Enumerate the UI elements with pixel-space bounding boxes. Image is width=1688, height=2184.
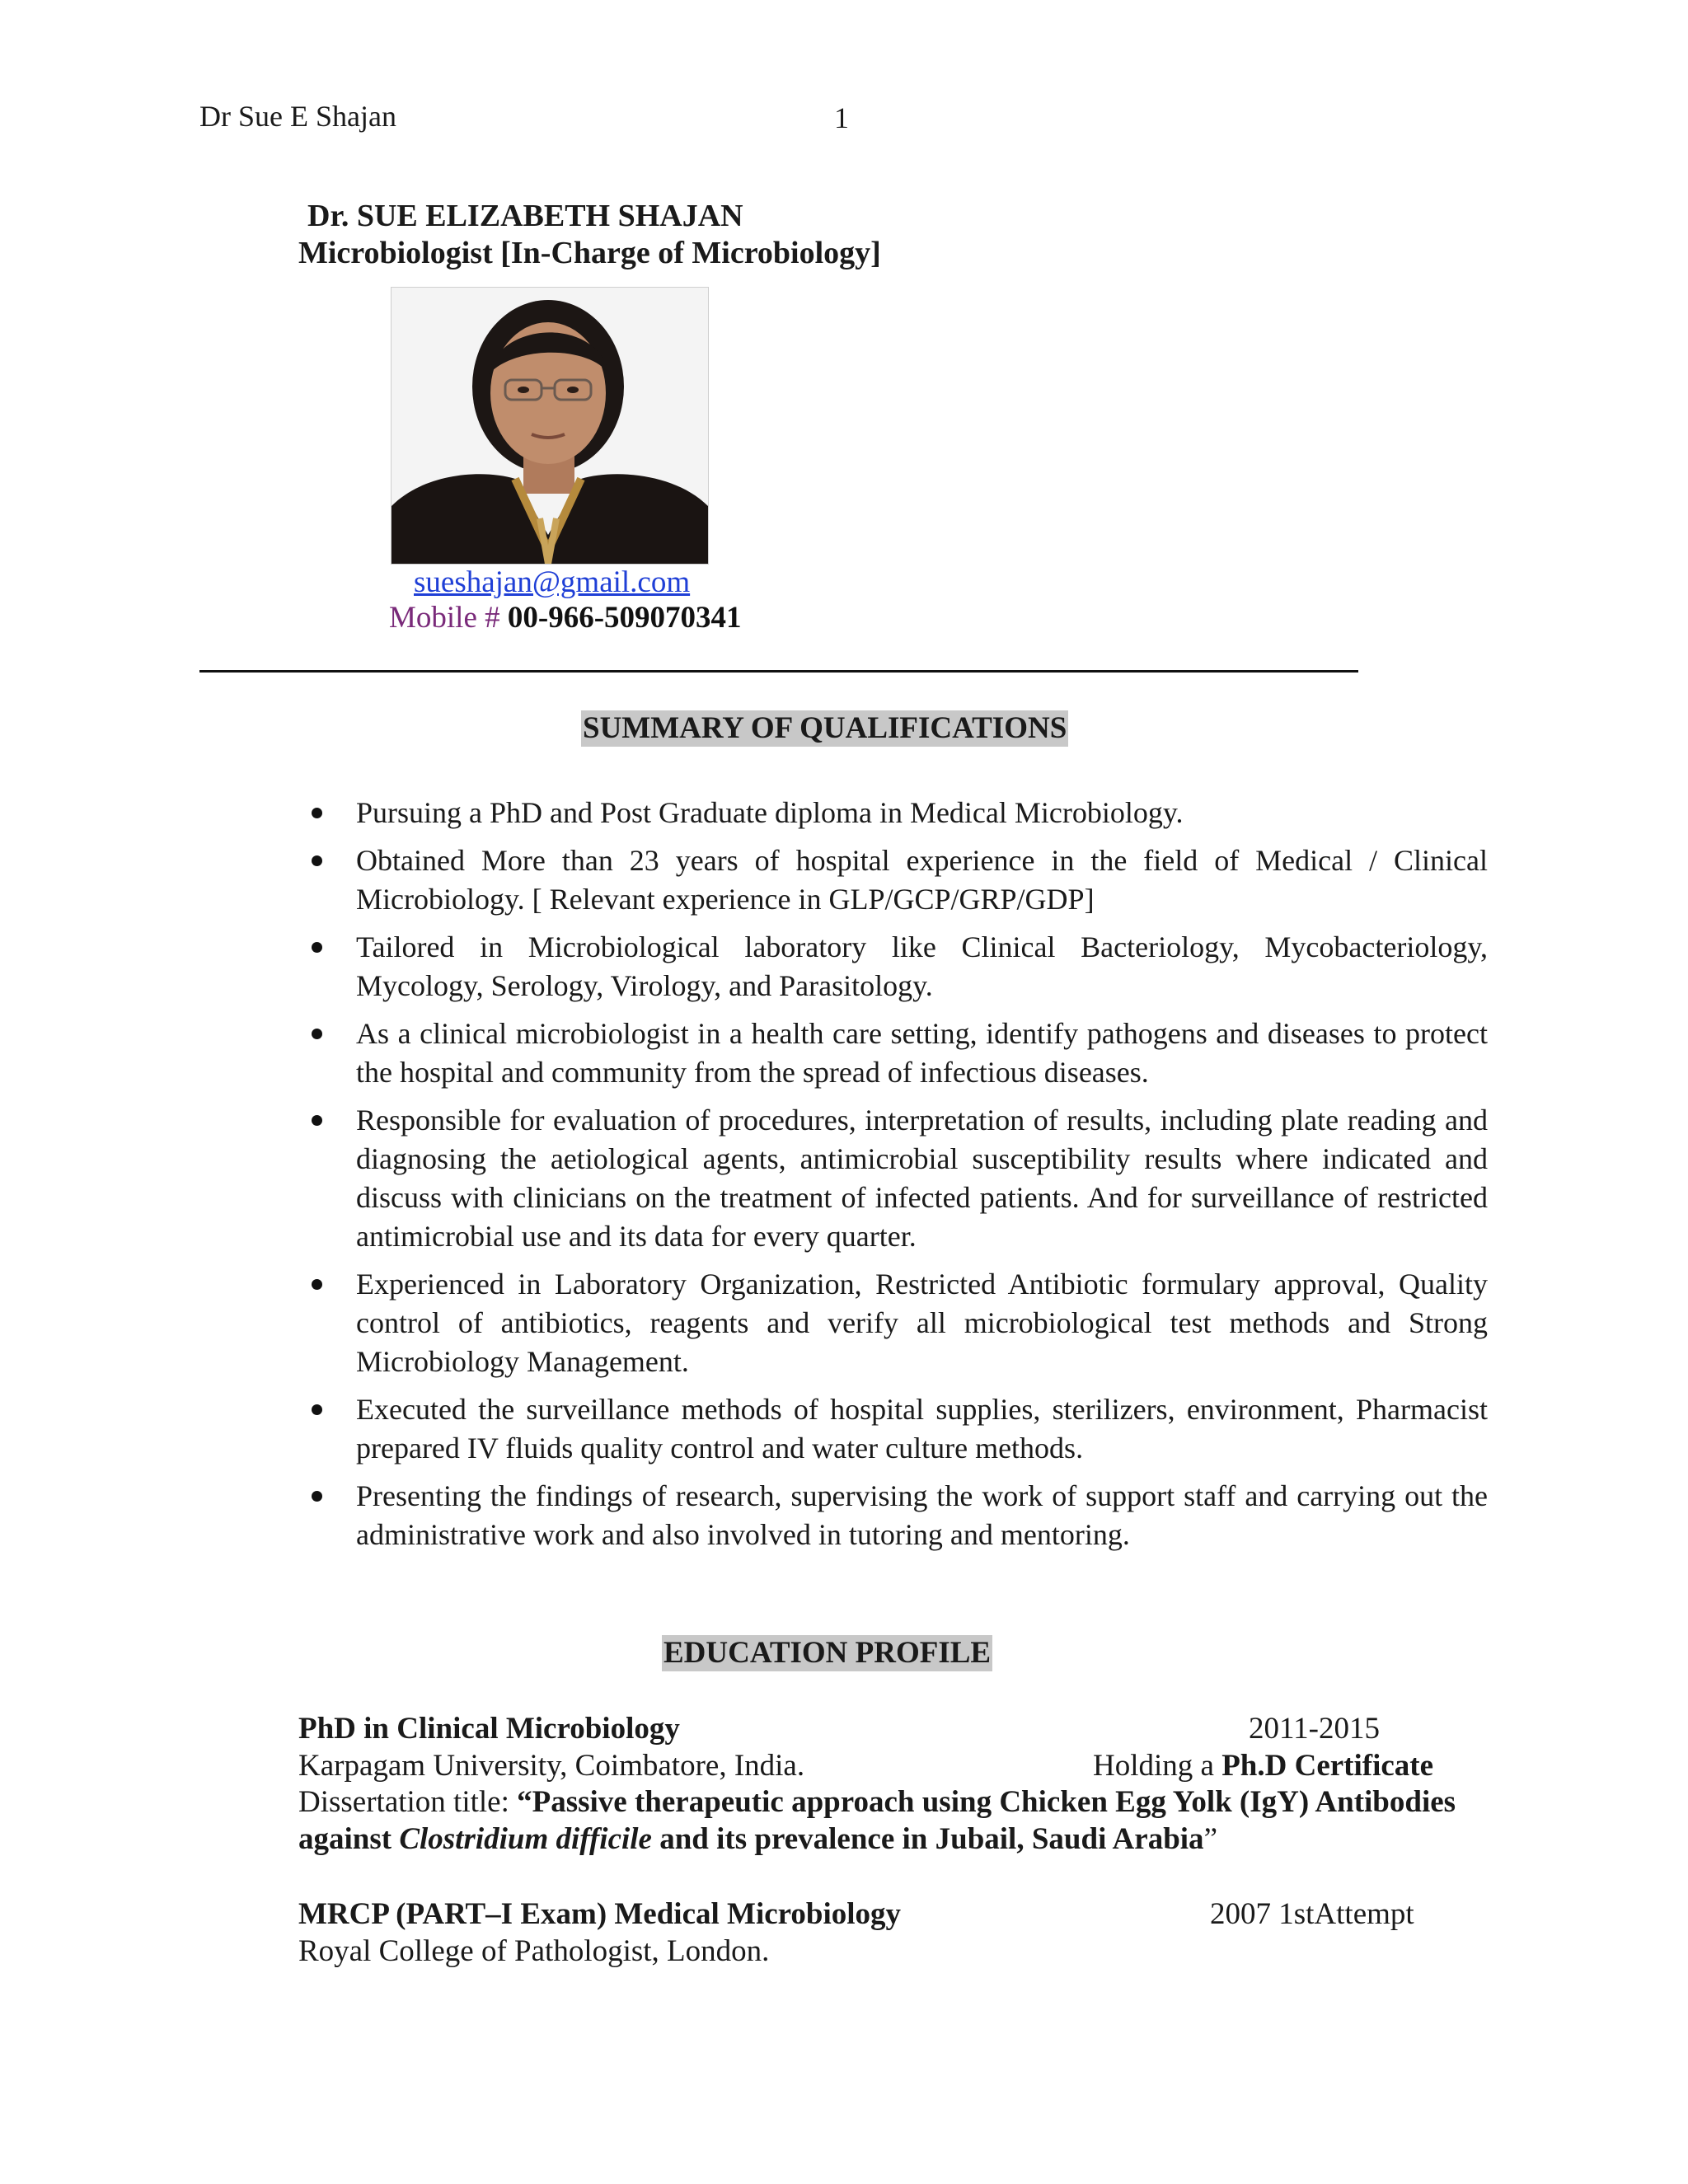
bullet-icon	[312, 808, 322, 818]
certificate-prefix: Holding a	[1093, 1749, 1222, 1783]
degree-institution: Karpagam University, Coimbatore, India.	[298, 1749, 805, 1783]
list-item	[305, 1477, 1488, 1554]
summary-heading: SUMMARY OF QUALIFICATIONS	[583, 711, 1067, 745]
summary-item-text: Tailored in Microbiological laboratory like Clinical Bacteriology, Mycobacteriology, Mycology, Serology, Virology, and Parasitology.	[356, 930, 1488, 1002]
email-link[interactable]: sueshajan@gmail.com	[414, 565, 691, 599]
list-item	[305, 1101, 1488, 1256]
dissertation-organism: Clostridium difficile	[399, 1822, 652, 1856]
dissertation-title	[298, 1783, 1535, 1858]
degree-years: 2011-2015	[1249, 1712, 1380, 1746]
summary-item-text: Executed the surveillance methods of hospital supplies, sterilizers, environment, Pharmacist prepared IV fluids quality control and water culture methods.	[356, 1393, 1488, 1465]
header-divider	[199, 670, 1358, 673]
education-heading: EDUCATION PROFILE	[663, 1636, 992, 1670]
bullet-icon	[312, 1404, 322, 1415]
page-number: 1	[834, 101, 849, 134]
cv-name: Dr. SUE ELIZABETH SHAJAN	[307, 199, 743, 233]
bullet-icon	[312, 855, 322, 866]
portrait-icon	[392, 288, 708, 564]
summary-item-text: Presenting the findings of research, supervising the work of support staff and carrying out the administrative work and also involved in tutoring and mentoring.	[356, 1479, 1488, 1551]
summary-item-text: Responsible for evaluation of procedures, interpretation of results, including plate reading and diagnosing the aetiological agents, antimicrobial susceptibility results where indicated and discuss with clinicians on the treatment of infected patients. And for surveillance of restricted antimicrobial use and its data for every quarter.	[356, 1104, 1488, 1253]
list-item	[305, 841, 1488, 919]
cv-job-title: Microbiologist [In-Charge of Microbiology]	[298, 236, 881, 270]
dissertation-label: Dissertation title:	[298, 1785, 518, 1819]
bullet-icon	[312, 1115, 322, 1126]
degree-title: PhD in Clinical Microbiology	[298, 1712, 680, 1746]
list-item	[305, 794, 1488, 832]
degree-title: MRCP (PART–I Exam) Medical Microbiology	[298, 1897, 902, 1931]
dissertation-close-quote: ”	[1203, 1822, 1217, 1856]
dissertation-text-part1: “Passive therapeutic approach using Chicken Egg Yolk (IgY) Antibodies against	[298, 1785, 1456, 1856]
summary-list	[305, 794, 1488, 1563]
bullet-icon	[312, 942, 322, 953]
bullet-icon	[312, 1029, 322, 1039]
mobile-number: 00-966-509070341	[507, 601, 742, 635]
portrait-photo	[391, 287, 709, 565]
mobile-label: Mobile #	[389, 601, 508, 635]
summary-item-text: As a clinical microbiologist in a health care setting, identify pathogens and diseases to protect the hospital and community from the spread of infectious diseases.	[356, 1017, 1488, 1089]
list-item	[305, 1390, 1488, 1468]
bullet-icon	[312, 1491, 322, 1502]
summary-item-text: Obtained More than 23 years of hospital experience in the field of Medical / Clinical Microbiology. [ Relevant experience in GLP/GCP/GRP/GDP]	[356, 844, 1488, 916]
running-header-name: Dr Sue E Shajan	[199, 100, 396, 133]
list-item	[305, 1015, 1488, 1092]
degree-institution: Royal College of Pathologist, London.	[298, 1934, 770, 1968]
summary-item-text: Experienced in Laboratory Organization, Restricted Antibiotic formulary approval, Quality control of antibiotics, reagents and verify all microbiological test methods and Strong Microbiology Management.	[356, 1268, 1488, 1378]
list-item	[305, 1265, 1488, 1381]
summary-item-text: Pursuing a PhD and Post Graduate diploma in Medical Microbiology.	[356, 796, 1184, 829]
list-item	[305, 928, 1488, 1005]
degree-certificate	[1093, 1747, 1433, 1784]
mobile-line	[389, 600, 742, 635]
degree-years: 2007 1stAttempt	[1210, 1897, 1414, 1931]
dissertation-text-part2: and its prevalence in Jubail, Saudi Arabia	[651, 1822, 1204, 1856]
bullet-icon	[312, 1279, 322, 1290]
certificate-name: Ph.D Certificate	[1221, 1749, 1434, 1783]
